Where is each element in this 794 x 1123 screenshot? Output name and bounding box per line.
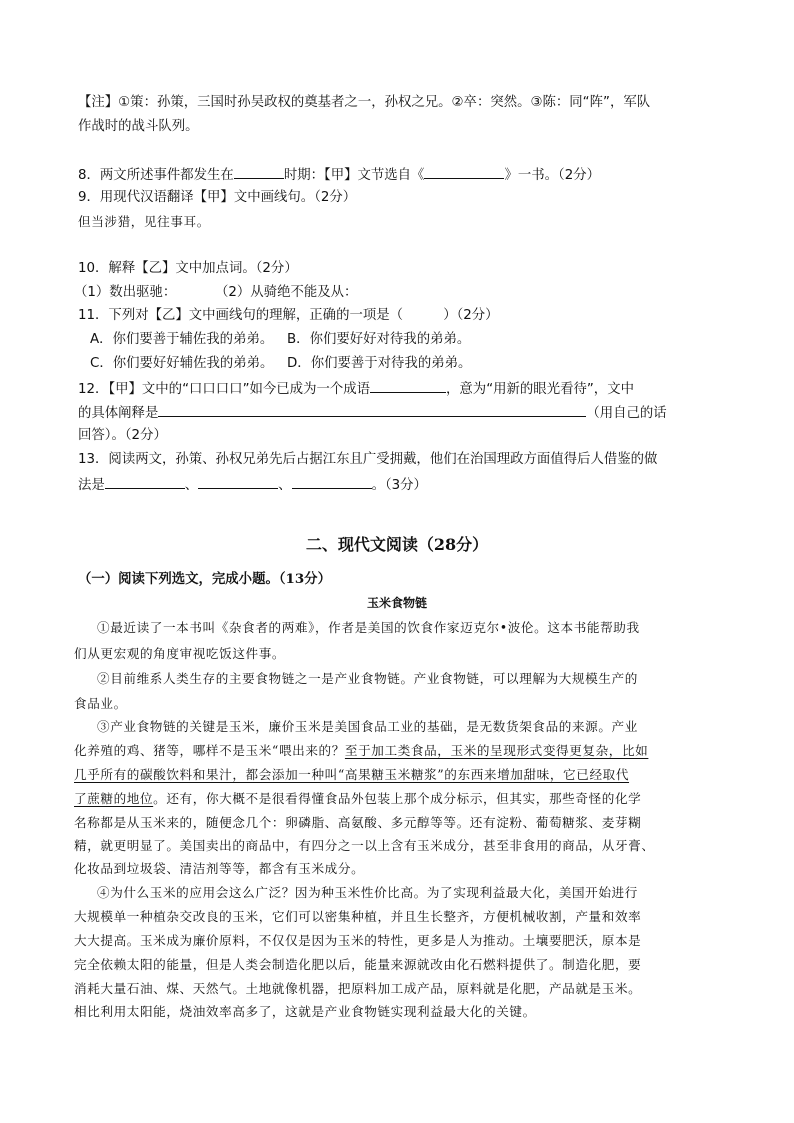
question-11: 11．下列对【乙】文中画线句的理解，正确的一项是（ ）（2分） — [78, 308, 499, 323]
p4-line-5: 消耗大量石油、煤、天然气。土地就像机器，把原料加工成产品，原料就是化肥，产品就是玉米。 — [74, 981, 642, 996]
p3-line-1: ③产业食物链的关键是玉米，廉价玉米是美国食品工业的基础，是无数货架食品的来源。产业 — [97, 719, 638, 734]
p4-line-1: ④为什么玉米的应用会这么广泛？因为种玉米性价比高。为了实现利益最大化，美国开始进行 — [97, 885, 638, 900]
q9-quoted-line: 但当涉猎，见往事耳。 — [78, 214, 210, 229]
p1-line-2: 们从更宏观的角度审视吃饭这件事。 — [74, 646, 286, 661]
section-2-subheading: （一）阅读下列选文，完成小题。（13分） — [78, 571, 331, 587]
q13-end: 。（3分） — [371, 478, 427, 493]
p3-line-2a: 化养殖的鸡、猪等，哪样不是玉米“喂出来的？ — [74, 743, 345, 758]
p4-line-3: 大大提高。玉米成为廉价原料，不仅仅是因为玉米的特性，更多是人为推动。土壤要肥沃，原本是 — [74, 933, 642, 948]
q8-text-a: 8．两文所述事件都发生在 — [78, 168, 234, 183]
q13-sep-2: 、 — [278, 478, 292, 493]
q8-blank-book[interactable] — [424, 164, 504, 179]
p3-line-2 — [74, 741, 648, 761]
p4-line-2: 大规模单一种植杂交改良的玉米，它们可以密集种植，并且生长整齐，方便机械收割，产量和效率 — [74, 909, 642, 924]
q10-sub-1: （1）数出驱驰： — [74, 285, 177, 300]
q13-text-a: 法是 — [78, 478, 105, 493]
q11-option-d[interactable]: D．你们要善于对待我的弟弟。 — [287, 356, 472, 371]
p3-line-5: 名称都是从玉米来的，随便念几个：卵磷脂、高氨酸、多元醇等等。还有淀粉、葡萄糖浆、麦芽糊 — [74, 815, 642, 830]
q13-blank-2[interactable] — [198, 474, 278, 489]
question-12-line-3: 回答）。（2分） — [78, 428, 167, 443]
p3-line-4b: 。还有，你大概不是很看得懂食品外包装上那个成分标示，但其实，那些奇怪的化学 — [153, 791, 642, 806]
question-13-line-2 — [78, 474, 427, 496]
question-12-line-1 — [78, 378, 634, 400]
q11-option-c[interactable]: C．你们要好好辅佐我的弟弟。 — [90, 356, 274, 371]
q11-option-b[interactable]: B．你们要好好对待我的弟弟。 — [287, 332, 471, 347]
q8-text-b: 时期：【甲】文节选自《 — [283, 168, 425, 183]
question-10: 10．解释【乙】文中加点词。（2分） — [78, 261, 298, 276]
question-12-line-2 — [78, 402, 667, 424]
p2-line-2: 食品业。 — [74, 696, 127, 711]
q12-text-b: ，意为“用新的眼光看待”，文中 — [446, 382, 634, 397]
p2-line-1: ②目前维系人类生存的主要食物链之一是产业食物链。产业食物链，可以理解为大规模生产的 — [97, 671, 638, 686]
p3-line-6: 精，就更明显了。美国卖出的商品中，有四分之一以上含有玉米成分，甚至非食用的商品，从牙膏、 — [74, 838, 655, 853]
p3-line-7: 化妆品到垃圾袋、清洁剂等等，都含有玉米成分。 — [74, 861, 365, 876]
p3-underlined-sentence-b: 几乎所有的碳酸饮料和果汁，都会添加一种叫“高果糖玉米糖浆”的东西来增加甜味，它已经取代 — [74, 767, 630, 782]
question-8 — [78, 164, 600, 186]
section-2-heading: 二、现代文阅读（28分） — [305, 535, 489, 554]
q8-text-c: 》一书。（2分） — [504, 168, 600, 183]
q12-text-d: （用自己的话 — [586, 406, 667, 421]
p4-line-6: 相比利用太阳能，烧油效率高多了，这就是产业食物链实现利益最大化的关键。 — [74, 1004, 536, 1019]
q8-blank-period[interactable] — [234, 164, 284, 179]
q11-option-a[interactable]: A．你们要善于辅佐我的弟弟。 — [90, 332, 274, 347]
p3-underlined-sentence-c: 了蔗糖的地位 — [74, 791, 154, 806]
q13-blank-1[interactable] — [105, 474, 185, 489]
p3-underlined-sentence-a: 至于加工类食品，玉米的呈现形式变得更复杂，比如 — [344, 743, 649, 758]
p1-line-1: ①最近读了一本书叫《杂食者的两难》，作者是美国的饮食作家迈克尔•波伦。这本书能帮助我 — [97, 620, 640, 635]
question-13-line-1: 13．阅读两文，孙策、孙权兄弟先后占据江东且广受拥戴，他们在治国理政方面值得后人借鉴的做 — [78, 452, 658, 467]
note-line-2: 作战时的战斗队列。 — [78, 119, 199, 134]
q13-blank-3[interactable] — [292, 474, 372, 489]
note-line-1: 【注】①策：孙策，三国时孙吴政权的奠基者之一，孙权之兄。②卒：突然。③陈：同“阵”，军队 — [78, 95, 651, 110]
p3-line-4 — [74, 789, 641, 809]
q10-sub-2: （2）从骑绝不能及从： — [215, 285, 358, 300]
q12-blank-idiom[interactable] — [370, 378, 446, 393]
q12-text-a: 12．【甲】文中的“口口口口”如今已成为一个成语 — [78, 382, 371, 397]
question-9: 9．用现代汉语翻译【甲】文中画线句。（2分） — [78, 190, 357, 205]
passage-title: 玉米食物链 — [366, 596, 427, 610]
q13-sep-1: 、 — [184, 478, 199, 493]
q12-text-c: 的具体阐释是 — [78, 406, 159, 421]
q12-blank-explanation[interactable] — [158, 402, 586, 417]
p4-line-4: 完全依赖太阳的能量，但是人类会制造化肥以后，能量来源就改由化石燃料提供了。制造化肥，要 — [74, 957, 642, 972]
